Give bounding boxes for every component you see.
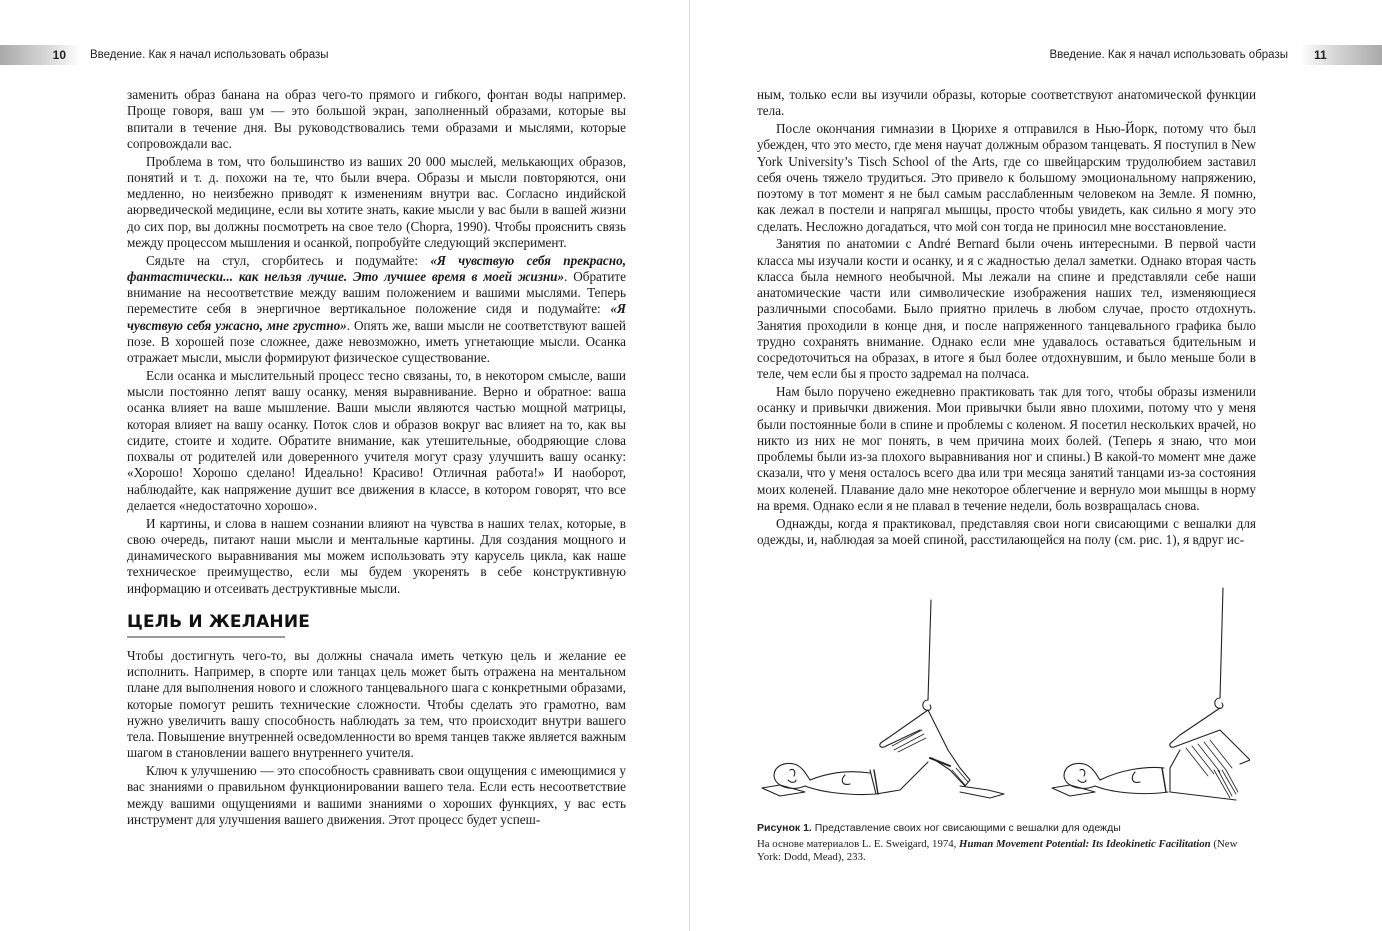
paragraph: Однажды, когда я практиковал, представляя свои ноги свисающими с вешалки для одежды, и, наблюдая за моей спиной, расстилающейся на полу (см. рис. 1), я вдруг ис- <box>757 515 1256 547</box>
left-body-text <box>127 87 626 828</box>
paragraph: Если осанка и мыслительный процесс тесно связаны, то, в некотором смысле, ваши мысли постоянно лепят вашу осанку, меняя выравнивание. Верно и обратное: ваша осанка влияет на ваше мышление. Ваши мысли являются частью мощной матрицы, которая влияет на вашу осанку. Поток слов и образов вокруг вас влияет на то, как вы сидите, стоите и ходите. Обратите внимание, как утешительные, ободряющие слова похвалы от родителей или доверенного учителя могут сразу улучшить вашу осанку: «Хорошо! Хорошо сделано! Идеально! Красиво! Отличная работа!» И наоборот, наблюдайте, как напряжение душит все движения в классе, в котором говорят, что все делается «недостаточно хорошо». <box>127 367 626 513</box>
experiment-quote-positive: «Я чувствую себя прекрасно, фантастически... как нельзя лучше. Это лучшее время в моей жизни» <box>127 252 626 284</box>
paragraph: заменить образ банана на образ чего-то прямого и гибкого, фонтан воды например. Проще говоря, ваш ум — это большой экран, заполненный образами, которые вы впитали в течение дня. Вы руководствовались теми образами и мыслями, которые сопровождали вас. <box>127 87 626 151</box>
left-running-head <box>0 45 690 65</box>
paragraph: Ключ к улучшению — это способность сравнивать свои ощущения с имеющимися у вас знаниями о правильном функционировании вашего тела. Если есть несоответствие между вашими ощущениями и вашими знаниями о хороших функциях, у вас есть инструмент для улучшения вашего движения. Этот процесс будет успеш- <box>127 763 626 827</box>
illustration-figures-legs-on-hangers-icon <box>760 580 1250 815</box>
source-suffix: (New York: Dodd, Mead), 233. <box>757 838 1238 863</box>
figure-caption <box>757 821 1257 864</box>
heading-underline <box>127 636 285 638</box>
source-prefix: На основе материалов L. E. Sweigard, 1974, <box>757 838 960 850</box>
paragraph: Нам было поручено ежедневно практиковать так для того, чтобы образы изменили осанку и привычки движения. Мои привычки были явно плохими, потому что у меня были постоянные боли в спине и проблемы с коленом. Я посетил нескольких врачей, но никто из них не мог понять, в чем причина моих болей. (Теперь я знаю, что мои проблемы были из-за плохого выравнивания ног и спины.) В какой-то момент мне даже сказали, что у меня осталось всего два или три месяца занятий танцами из-за состояния моих коленей. Плавание дало мне некоторое облегчение и вернуло мои мышцы в норму на время. Однако если я не плавал в течение недели, боль возвращалась снова. <box>757 384 1256 513</box>
page-gutter-divider <box>689 0 690 931</box>
paragraph: Проблема в том, что большинство из ваших 20 000 мыслей, мелькающих образов, понятий и т. д. похожи на те, что были вчера. Образы и мысли повторяются, они медленно, но неизбежно приводят к изменениям внутри вас. Согласно индийской аюрведической медицине, если вы хотите знать, какие мысли у вас были в вашей жизни до сих пор, вы должны посмотреть на свое тело (Chopra, 1990). Чтобы прояснить связь между процессом мышления и осанкой, попробуйте следующий эксперимент. <box>127 153 626 250</box>
experiment-middle: . Обратите внимание на несоответствие между вашим положением и вашими мыслями. Теперь переместите себя в энергичное вертикальное положение сидя и подумайте: <box>127 268 627 317</box>
paragraph: ным, только если вы изучили образы, которые соответствуют анатомической функции тела. <box>757 87 1256 119</box>
right-page-number <box>1300 45 1382 65</box>
section-heading-text: ЦЕЛЬ И ЖЕЛАНИЕ <box>127 611 311 632</box>
figure-title-text: Представление своих ног свисающими с вешалки для одежды <box>811 822 1121 834</box>
section-heading <box>127 611 310 638</box>
experiment-quote-negative: «Я чувствую себя ужасно, мне грустно» <box>127 301 626 333</box>
paragraph: Чтобы достигнуть чего-то, вы должны сначала иметь четкую цель и желание ее исполнить. Например, в спорте или танцах цель может быть отражена на ментальном плане для выполнения нового и сложного танцевального шага с конкретными образами, которые помогут решить технические сложности. Чтобы сделать это грамотно, вам нужно увеличить вашу способность наблюдать за тем, что происходит внутри вашего тела. Повышение внутренней осведомленности во время танцев также является важным шагом в становлении вашего внутреннего учителя. <box>127 647 626 761</box>
experiment-end: . Опять же, ваши мысли не соответствуют вашей позе. В хорошей позе сложнее, даже невозможно, иметь угнетающие мысли. Осанка отражает мысли, мысли формируют физическое существование. <box>127 317 626 365</box>
left-page-number <box>0 45 80 65</box>
left-folio-text: 10 <box>52 48 66 62</box>
right-body-text <box>757 87 1256 548</box>
left-chapter-title: Введение. Как я начал использовать образы <box>90 49 329 61</box>
right-running-head <box>690 45 1382 65</box>
experiment-intro: Сядьте на стул, сгорбитесь и подумайте: <box>146 252 431 268</box>
right-chapter-title: Введение. Как я начал использовать образы <box>1049 49 1288 61</box>
figure-source <box>757 838 1257 864</box>
source-book-title: Human Movement Potential: Its Ideokinetic Facilitation <box>959 838 1211 850</box>
paragraph: И картины, и слова в нашем сознании влияют на чувства в наших телах, которые, в свою очередь, питают наши мысли и ментальные картины. Для создания мощного и динамического выравнивания мы можем использовать эту карусель цикла, как наше техническое преимущество, если мы будем укоренять в себе конструктивную информацию и отсеивать деструктивные мысли. <box>127 515 626 596</box>
paragraph: Занятия по анатомии с André Bernard были очень интересными. В первой части класса мы изучали кости и осанку, и я с жадностью делал заметки. Однако вторая часть класса была немного необычной. Мы лежали на спине и представляли себе наши анатомические части или символические изображения наших тел, изменяющиеся различными способами. Было приятно прилечь в любом случае, просто отдохнуть. Занятия проходили в конце дня, и после напряженного танцевального графика было трудно сохранять внимание. Однако если мне удавалось оставаться бдительным и сосредоточиться на образах, в итоге я был более отдохнувшим, и было меньше боли в теле, чем если бы я просто задремал на полчаса. <box>757 236 1256 382</box>
right-folio-text: 11 <box>1314 48 1327 62</box>
experiment-paragraph <box>127 253 626 367</box>
figure-label: Рисунок 1. <box>757 822 812 834</box>
paragraph: После окончания гимназии в Цюрихе я отправился в Нью-Йорк, потому что был убежден, что это место, где меня научат должным образом танцевать. Я поступил в New York University’s Tisch School of the Arts, где со швейцарским трудолюбием заставил себя очень тяжело трудиться. Это привело к большому эмоциональному напряжению, поэтому в тот момент я не был самым расслабленным человеком на Земле. Я помню, как лежал в постели и напрягал мышцы, просто чтобы увидеть, как сильно я могу это сделать. Несложно догадаться, что мой сон тогда не приносил мне восстановление. <box>757 121 1256 234</box>
figure-title <box>757 821 1257 835</box>
